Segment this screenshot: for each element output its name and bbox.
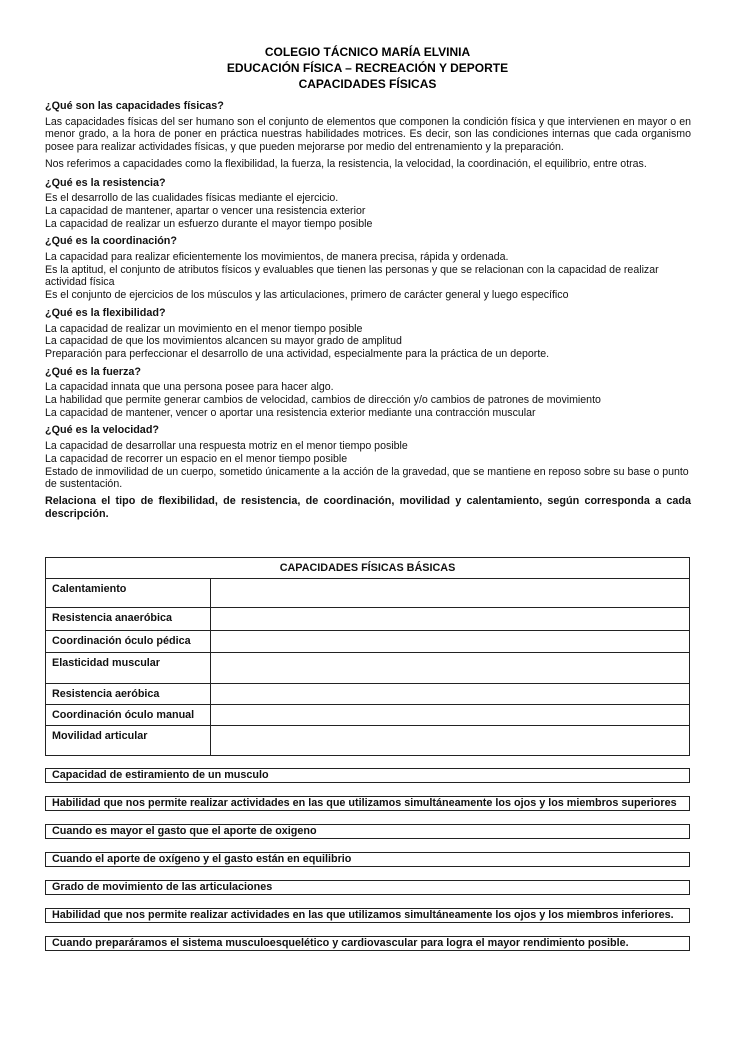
answer-line: La habilidad que permite generar cambios de velocidad, cambios de dirección y/o cambios de patrones de movimiento bbox=[45, 394, 601, 407]
section-question: ¿Qué es la fuerza? bbox=[45, 365, 142, 378]
answer-line: La capacidad de mantener, apartar o vencer una resistencia exterior bbox=[45, 204, 366, 217]
section-coordinacion bbox=[45, 235, 691, 302]
section-fuerza bbox=[45, 366, 691, 420]
exercise-instruction: Relaciona el tipo de flexibilidad, de resistencia, de coordinación, movilidad y calentamiento, según corresponda a cada descripción. bbox=[45, 494, 691, 520]
section-velocidad bbox=[45, 424, 691, 491]
answer-cell[interactable] bbox=[211, 631, 690, 653]
answer-line: Es la aptitud, el conjunto de atributos físicos y evaluables que tienen las personas y que se relacionan con la capacidad de realizar actividad física bbox=[45, 263, 659, 289]
answer-cell[interactable] bbox=[211, 653, 690, 684]
table-row-label: Elasticidad muscular bbox=[46, 653, 211, 684]
answer-cell[interactable] bbox=[211, 608, 690, 631]
school-name: COLEGIO TÁCNICO MARÍA ELVINIA bbox=[264, 45, 471, 59]
table-title: CAPACIDADES FÍSICAS BÁSICAS bbox=[46, 558, 690, 579]
answer-cell[interactable] bbox=[211, 579, 690, 608]
description-box: Cuando el aporte de oxígeno y el gasto están en equilibrio bbox=[45, 852, 690, 867]
paragraph: Nos referimos a capacidades como la flexibilidad, la fuerza, la resistencia, la velocidad, la coordinación, el equilibrio, entre otras. bbox=[45, 157, 647, 170]
answer-line: La capacidad de recorrer un espacio en el menor tiempo posible bbox=[45, 452, 348, 465]
answer-cell[interactable] bbox=[211, 726, 690, 756]
answer-line: La capacidad para realizar eficientemente los movimientos, de manera precisa, rápida y ordenada. bbox=[45, 251, 509, 264]
section-question: ¿Qué es la coordinación? bbox=[45, 235, 177, 248]
table-row-label: Resistencia aeróbica bbox=[46, 684, 211, 705]
document-header bbox=[0, 44, 735, 92]
section-question: ¿Qué son las capacidades físicas? bbox=[45, 100, 224, 112]
description-box: Cuando es mayor el gasto que el aporte de oxigeno bbox=[45, 824, 690, 839]
answer-line: La capacidad de que los movimientos alcancen su mayor grado de amplitud bbox=[45, 335, 402, 348]
section-capacidades bbox=[45, 100, 691, 171]
answer-line: La capacidad de realizar un movimiento en el menor tiempo posible bbox=[45, 322, 363, 335]
answer-line: Estado de inmovilidad de un cuerpo, sometido únicamente a la acción de la gravedad, que se mantiene en reposo sobre su base o punto de sustentación. bbox=[45, 465, 689, 491]
answer-line: La capacidad de realizar un esfuerzo durante el mayor tiempo posible bbox=[45, 217, 373, 230]
content-body bbox=[45, 100, 691, 521]
answer-line: La capacidad de mantener, vencer o aportar una resistencia exterior mediante una contracción muscular bbox=[45, 406, 536, 419]
section-question: ¿Qué es la resistencia? bbox=[45, 176, 166, 189]
table-row-label: Coordinación óculo manual bbox=[46, 705, 211, 726]
section-flexibilidad bbox=[45, 307, 691, 361]
description-box: Habilidad que nos permite realizar actividades en las que utilizamos simultáneamente los ojos y los miembros inferiores. bbox=[45, 908, 690, 923]
answer-line: La capacidad innata que una persona posee para hacer algo. bbox=[45, 381, 334, 394]
table-row-label: Movilidad articular bbox=[46, 726, 211, 756]
answer-line: Es el desarrollo de las cualidades físicas mediante el ejercicio. bbox=[45, 192, 339, 205]
answer-line: La capacidad de desarrollar una respuesta motriz en el menor tiempo posible bbox=[45, 440, 408, 453]
table-row-label: Coordinación óculo pédica bbox=[46, 631, 211, 653]
paragraph: Las capacidades físicas del ser humano son el conjunto de elementos que componen la condición física y que intervienen en mayor o en menor grado, a la hora de poner en práctica nuestras habilidades motrices. Es decir, son las condiciones internas que cada organismo posee para realizar actividades físicas, y que pueden mejorarse por medio del entrenamiento y la preparación. bbox=[45, 115, 691, 154]
description-box: Capacidad de estiramiento de un musculo bbox=[45, 768, 690, 783]
section-resistencia bbox=[45, 177, 691, 231]
table-row-label: Calentamiento bbox=[46, 579, 211, 608]
section-question: ¿Qué es la velocidad? bbox=[45, 424, 160, 437]
description-boxes bbox=[45, 768, 690, 964]
section-question: ¿Qué es la flexibilidad? bbox=[45, 306, 166, 319]
answer-cell[interactable] bbox=[211, 684, 690, 705]
topic-title: CAPACIDADES FÍSICAS bbox=[298, 77, 437, 91]
answer-cell[interactable] bbox=[211, 705, 690, 726]
capacities-table bbox=[45, 557, 690, 756]
answer-line: Preparación para perfeccionar el desarrollo de una actividad, especialmente para la práctica de un deporte. bbox=[45, 347, 550, 360]
table-row-label: Resistencia anaeróbica bbox=[46, 608, 211, 631]
subject-title: EDUCACIÓN FÍSICA – RECREACIÓN Y DEPORTE bbox=[226, 61, 509, 75]
description-box: Grado de movimiento de las articulaciones bbox=[45, 880, 690, 895]
description-box: Cuando preparáramos el sistema musculoesquelético y cardiovascular para logra el mayor rendimiento posible. bbox=[45, 936, 690, 951]
answer-line: Es el conjunto de ejercicios de los músculos y las articulaciones, primero de carácter general y luego específico bbox=[45, 289, 569, 302]
description-box: Habilidad que nos permite realizar actividades en las que utilizamos simultáneamente los ojos y los miembros superiores bbox=[45, 796, 690, 811]
